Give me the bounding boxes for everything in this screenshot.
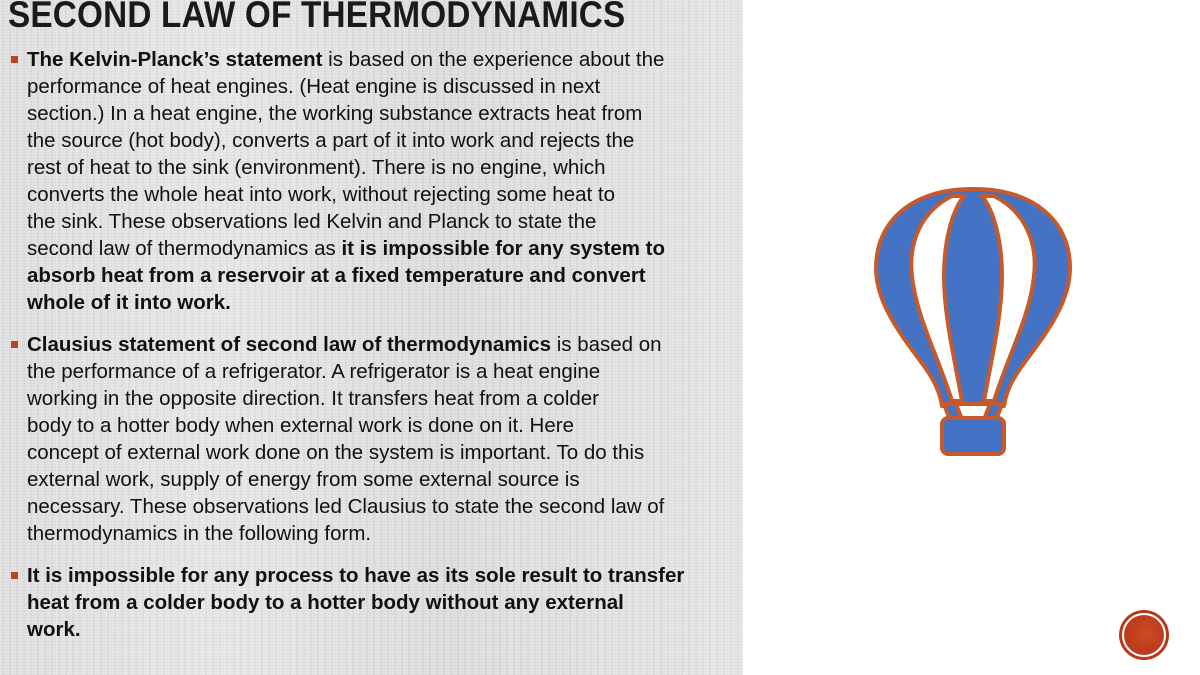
slide-title: SECOND LAW OF THERMODYNAMICS bbox=[8, 0, 626, 35]
bold-text: heat from a colder body to a hotter body without any external bbox=[27, 591, 624, 614]
bullet-text-line bbox=[27, 439, 738, 466]
text: the performance of a refrigerator. A refrigerator is a heat engine bbox=[27, 360, 601, 383]
text: thermodynamics in the following form. bbox=[27, 522, 372, 545]
bullet-text-line bbox=[27, 562, 738, 589]
bold-text: It is impossible for any process to have as its sole result to transfer bbox=[27, 564, 685, 587]
bullet-text-line bbox=[27, 385, 738, 412]
bullet-text-line bbox=[27, 589, 738, 616]
text: performance of heat engines. (Heat engine is discussed in next bbox=[27, 75, 601, 98]
bold-text: Clausius statement of second law of thermodynamics bbox=[27, 333, 552, 356]
bullet-text-line bbox=[27, 208, 738, 235]
next-slide-button[interactable] bbox=[1122, 613, 1166, 657]
text: is based on bbox=[551, 333, 662, 356]
text: section.) In a heat engine, the working substance extracts heat from bbox=[27, 102, 643, 125]
bold-text: absorb heat from a reservoir at a fixed temperature and convert bbox=[27, 264, 646, 287]
bullet-text-line bbox=[27, 331, 738, 358]
bullet-text-line bbox=[27, 358, 738, 385]
bullet-list bbox=[8, 46, 738, 658]
bullet-text-line bbox=[27, 235, 738, 262]
hot-air-balloon-icon bbox=[872, 186, 1074, 458]
bullet-square-icon bbox=[11, 56, 18, 63]
bullet-square-icon bbox=[11, 341, 18, 348]
bullet-clausius-statement bbox=[8, 562, 738, 643]
bold-text: it is impossible for any system to bbox=[341, 237, 666, 260]
bullet-text-line bbox=[27, 493, 738, 520]
text: concept of external work done on the system is important. To do this bbox=[27, 441, 645, 464]
bullet-text-line bbox=[27, 127, 738, 154]
bullet-text-line bbox=[27, 466, 738, 493]
bullet-text-line bbox=[27, 289, 738, 316]
bullet-clausius bbox=[8, 331, 738, 547]
text: converts the whole heat into work, without rejecting some heat to bbox=[27, 183, 615, 206]
bold-text: whole of it into work. bbox=[27, 291, 231, 314]
text: second law of thermodynamics as bbox=[27, 237, 342, 260]
bullet-kelvin-planck bbox=[8, 46, 738, 316]
bold-text: work. bbox=[27, 618, 81, 641]
bullet-text-line bbox=[27, 73, 738, 100]
text: external work, supply of energy from some external source is bbox=[27, 468, 580, 491]
bullet-text-line bbox=[27, 100, 738, 127]
text: necessary. These observations led Clausius to state the second law of bbox=[27, 495, 665, 518]
bullet-text-line bbox=[27, 262, 738, 289]
text: working in the opposite direction. It transfers heat from a colder bbox=[27, 387, 600, 410]
bullet-text-line bbox=[27, 412, 738, 439]
bullet-text-line bbox=[27, 154, 738, 181]
text: body to a hotter body when external work is done on it. Here bbox=[27, 414, 574, 437]
text: is based on the experience about the bbox=[322, 48, 665, 71]
text: rest of heat to the sink (environment). There is no engine, which bbox=[27, 156, 606, 179]
bullet-text-line bbox=[27, 520, 738, 547]
bullet-square-icon bbox=[11, 572, 18, 579]
bullet-text-line bbox=[27, 616, 738, 643]
text: the sink. These observations led Kelvin and Planck to state the bbox=[27, 210, 597, 233]
bold-text: The Kelvin-Planck’s statement bbox=[27, 48, 323, 71]
bullet-text-line bbox=[27, 181, 738, 208]
bullet-text-line bbox=[27, 46, 738, 73]
text: the source (hot body), converts a part of it into work and rejects the bbox=[27, 129, 635, 152]
